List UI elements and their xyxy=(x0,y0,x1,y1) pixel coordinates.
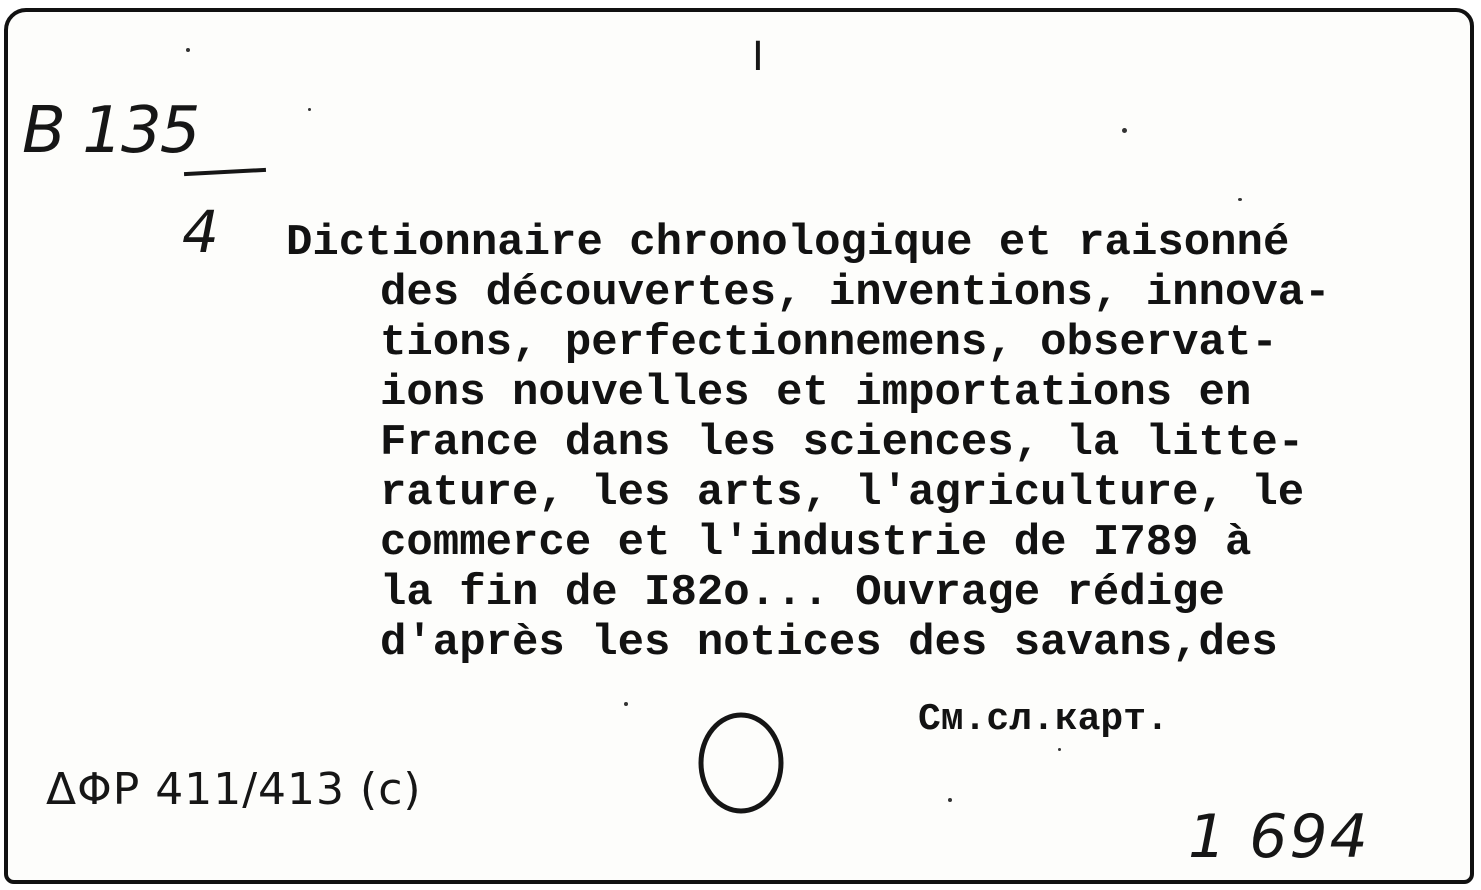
description-line: tions, perfectionnemens, observat- xyxy=(380,318,1278,368)
paper-speck xyxy=(948,798,952,802)
paper-speck xyxy=(308,108,311,111)
paper-speck xyxy=(1238,198,1242,201)
description-line: France dans les sciences, la litte- xyxy=(380,418,1305,468)
punch-hole-icon xyxy=(694,708,790,818)
description-line: d'après les notices des savans,des xyxy=(380,618,1278,668)
cross-reference: См.сл.карт. xyxy=(918,698,1169,741)
shelf-mark-divider xyxy=(184,168,266,176)
paper-speck xyxy=(186,48,190,52)
inventory-number: 1 694 xyxy=(1188,802,1370,872)
page-mark: I xyxy=(752,34,764,80)
paper-speck xyxy=(624,702,628,706)
fund-code: ΔΦР 411/413 (с) xyxy=(46,764,422,815)
paper-speck xyxy=(1058,748,1061,751)
paper-speck xyxy=(1122,128,1127,133)
catalog-card xyxy=(4,8,1474,884)
description-line: commerce et l'industrie de I789 à xyxy=(380,518,1252,568)
description-line: Dictionnaire chronologique et raisonné xyxy=(286,218,1290,268)
shelf-mark-sub: 4 xyxy=(182,198,219,266)
description-line: rature, les arts, l'agriculture, le xyxy=(380,468,1305,518)
shelf-mark-main: B 135 xyxy=(22,94,199,168)
description-line: des découvertes, inventions, innova- xyxy=(380,268,1331,318)
description-line: ions nouvelles et importations en xyxy=(380,368,1252,418)
description-line: la fin de I82o... Ouvrage rédige xyxy=(380,568,1225,618)
